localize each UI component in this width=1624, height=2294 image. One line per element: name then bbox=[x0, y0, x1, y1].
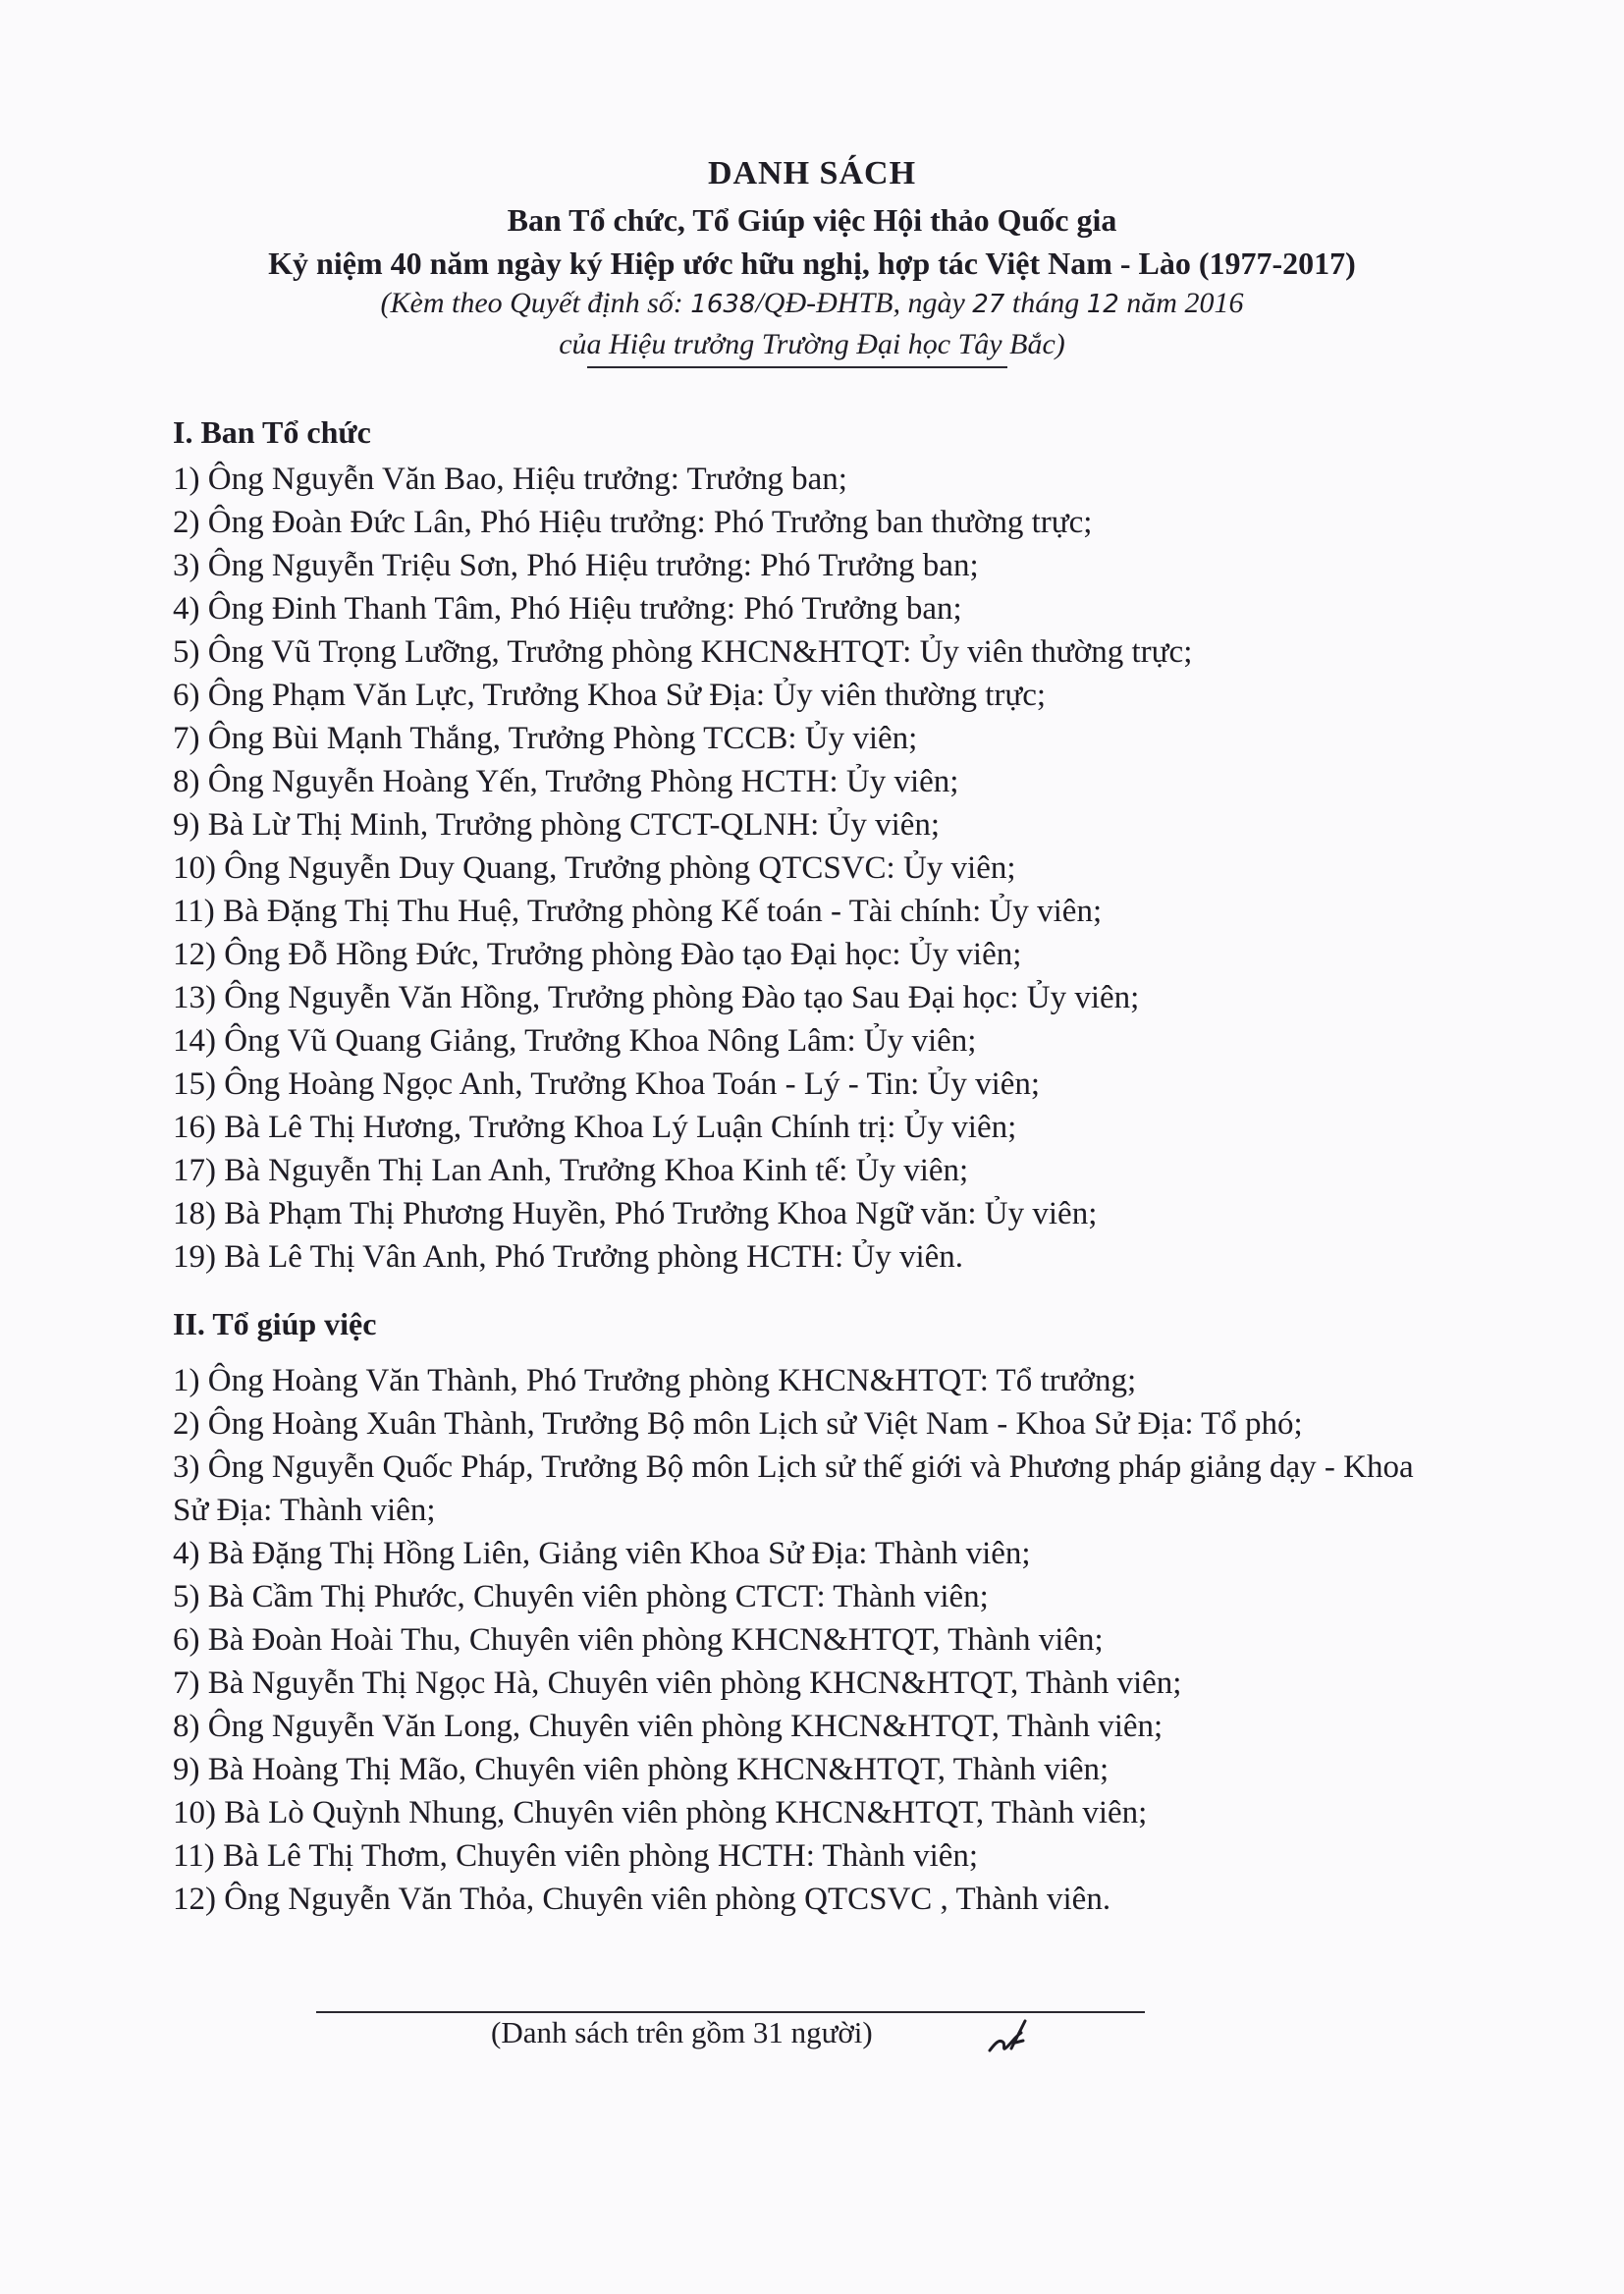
list-item: 16) Bà Lê Thị Hương, Trưởng Khoa Lý Luận Chính trị: Ủy viên; bbox=[173, 1110, 1017, 1145]
section-heading-organizing-committee: I. Ban Tổ chức bbox=[173, 414, 371, 450]
decision-issuer: của Hiệu trưởng Trường Đại học Tây Bắc) bbox=[559, 328, 1065, 360]
list-item: 5) Ông Vũ Trọng Lưỡng, Trưởng phòng KHCN&HTQT: Ủy viên thường trực; bbox=[173, 634, 1193, 670]
list-item: 1) Ông Hoàng Văn Thành, Phó Trưởng phòng KHCN&HTQT: Tổ trưởng; bbox=[173, 1363, 1137, 1398]
document-subtitle-committee: Ban Tổ chức, Tổ Giúp việc Hội thảo Quốc gia bbox=[507, 202, 1117, 238]
list-item: 3) Ông Nguyễn Triệu Sơn, Phó Hiệu trưởng: Phó Trưởng ban; bbox=[173, 548, 979, 583]
list-item: 11) Bà Lê Thị Thơm, Chuyên viên phòng HCTH: Thành viên; bbox=[173, 1838, 979, 1874]
list-item: 19) Bà Lê Thị Vân Anh, Phó Trưởng phòng HCTH: Ủy viên. bbox=[173, 1239, 964, 1275]
document-subtitle-event: Kỷ niệm 40 năm ngày ký Hiệp ước hữu nghị, hợp tác Việt Nam - Lào (1977-2017) bbox=[268, 246, 1356, 281]
list-item: 8) Ông Nguyễn Văn Long, Chuyên viên phòng KHCN&HTQT, Thành viên; bbox=[173, 1709, 1164, 1744]
document-title: DANH SÁCH bbox=[707, 155, 917, 191]
list-item: 2) Ông Đoàn Đức Lân, Phó Hiệu trưởng: Phó Trưởng ban thường trực; bbox=[173, 505, 1093, 540]
decision-reference bbox=[0, 287, 1624, 320]
list-item: 10) Ông Nguyễn Duy Quang, Trưởng phòng QTCSVC: Ủy viên; bbox=[173, 850, 1016, 886]
support-team-list bbox=[173, 1359, 1439, 1921]
list-item: 7) Bà Nguyễn Thị Ngọc Hà, Chuyên viên phòng KHCN&HTQT, Thành viên; bbox=[173, 1666, 1182, 1701]
list-item: 11) Bà Đặng Thị Thu Huệ, Trưởng phòng Kế toán - Tài chính: Ủy viên; bbox=[173, 894, 1103, 929]
decision-day: 27 bbox=[972, 290, 1005, 319]
list-item: 6) Ông Phạm Văn Lực, Trưởng Khoa Sử Địa: Ủy viên thường trực; bbox=[173, 678, 1047, 713]
list-item: 12) Ông Nguyễn Văn Thỏa, Chuyên viên phòng QTCSVC , Thành viên. bbox=[173, 1882, 1111, 1917]
list-item: 8) Ông Nguyễn Hoàng Yến, Trưởng Phòng HCTH: Ủy viên; bbox=[173, 764, 959, 799]
list-item: 7) Ông Bùi Mạnh Thắng, Trưởng Phòng TCCB: Ủy viên; bbox=[173, 721, 918, 756]
list-item: 18) Bà Phạm Thị Phương Huyền, Phó Trưởng Khoa Ngữ văn: Ủy viên; bbox=[173, 1196, 1098, 1231]
footer-count-note: (Danh sách trên gồm 31 người) bbox=[491, 2015, 873, 2049]
decision-year: năm 2016 bbox=[1118, 287, 1244, 319]
list-item: 12) Ông Đỗ Hồng Đức, Trưởng phòng Đào tạo Đại học: Ủy viên; bbox=[173, 937, 1022, 972]
decision-month-label: tháng bbox=[1004, 287, 1087, 319]
list-item: 5) Bà Cầm Thị Phước, Chuyên viên phòng CTCT: Thành viên; bbox=[173, 1579, 989, 1614]
list-item: 2) Ông Hoàng Xuân Thành, Trưởng Bộ môn Lịch sử Việt Nam - Khoa Sử Địa: Tổ phó; bbox=[173, 1406, 1303, 1442]
list-item: 4) Ông Đinh Thanh Tâm, Phó Hiệu trưởng: Phó Trưởng ban; bbox=[173, 591, 962, 627]
list-item: 9) Bà Lừ Thị Minh, Trưởng phòng CTCT-QLNH: Ủy viên; bbox=[173, 807, 941, 843]
list-item: 10) Bà Lò Quỳnh Nhung, Chuyên viên phòng KHCN&HTQT, Thành viên; bbox=[173, 1795, 1148, 1830]
decision-prefix: (Kèm theo Quyết định số: bbox=[380, 287, 691, 319]
list-item: 13) Ông Nguyễn Văn Hồng, Trưởng phòng Đào tạo Sau Đại học: Ủy viên; bbox=[173, 980, 1140, 1015]
organizing-committee-list bbox=[173, 458, 1439, 1279]
list-item: 15) Ông Hoàng Ngọc Anh, Trưởng Khoa Toán - Lý - Tin: Ủy viên; bbox=[173, 1066, 1041, 1102]
header-divider bbox=[587, 366, 1007, 368]
list-item: 6) Bà Đoàn Hoài Thu, Chuyên viên phòng KHCN&HTQT, Thành viên; bbox=[173, 1622, 1104, 1658]
list-item: 3) Ông Nguyễn Quốc Pháp, Trưởng Bộ môn Lịch sử thế giới và Phương pháp giảng dạy - Khoa Sử Địa: Thành viên; bbox=[173, 1449, 1414, 1528]
list-item: 14) Ông Vũ Quang Giảng, Trưởng Khoa Nông Lâm: Ủy viên; bbox=[173, 1023, 977, 1059]
section-heading-support-team: II. Tổ giúp việc bbox=[173, 1306, 377, 1341]
initials-signature bbox=[986, 2013, 1029, 2058]
list-item: 17) Bà Nguyễn Thị Lan Anh, Trưởng Khoa Kinh tế: Ủy viên; bbox=[173, 1153, 969, 1188]
decision-code: /QĐ-ĐHTB, ngày bbox=[755, 287, 973, 319]
decision-month: 12 bbox=[1086, 290, 1119, 319]
list-item: 1) Ông Nguyễn Văn Bao, Hiệu trưởng: Trưởng ban; bbox=[173, 462, 847, 497]
list-item: 9) Bà Hoàng Thị Mão, Chuyên viên phòng KHCN&HTQT, Thành viên; bbox=[173, 1752, 1110, 1787]
decision-number: 1638 bbox=[690, 290, 756, 319]
list-item: 4) Bà Đặng Thị Hồng Liên, Giảng viên Khoa Sử Địa: Thành viên; bbox=[173, 1536, 1031, 1571]
